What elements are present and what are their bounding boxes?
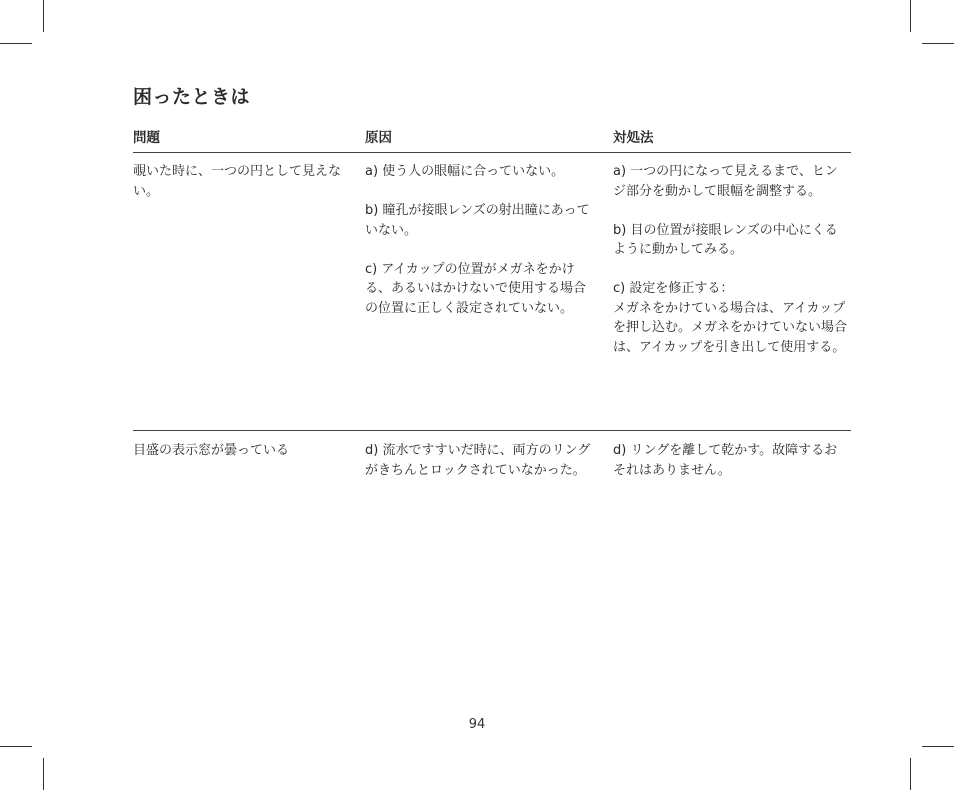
header-cause: 原因	[365, 130, 392, 146]
page-title: 困ったときは	[133, 86, 251, 108]
crop-mark	[910, 0, 911, 32]
remedy-item: d) リングを離して乾かす。故障するおそれはありません。	[613, 443, 838, 478]
page-number: 94	[468, 717, 486, 732]
table-row	[133, 152, 851, 431]
remedy-item: a) 一つの円になって見えるまで、ヒンジ部分を動かして眼幅を調整する。	[613, 164, 838, 199]
cause-cell	[365, 441, 597, 480]
table-row	[133, 431, 851, 521]
cause-item: c) アイカップの位置がメガネをかける、あるいはかけないで使用する場合の位置に正しく設定されていない。	[365, 261, 587, 316]
remedy-item: メガネをかけている場合は、アイカップを押し込む。メガネをかけていない場合は、アイカップを引き出して使用する。	[613, 300, 848, 355]
problem-cell: 覗いた時に、一つの円として見えない。	[133, 164, 342, 199]
remedy-item: b) 目の位置が接眼レンズの中心にくるように動かしてみる。	[613, 222, 838, 257]
crop-mark	[43, 0, 44, 32]
header-remedy: 対処法	[613, 130, 654, 146]
crop-mark	[922, 746, 954, 747]
remedy-cell	[613, 162, 849, 357]
crop-mark	[922, 43, 954, 44]
cause-item: b) 瞳孔が接眼レンズの射出瞳にあっていない。	[365, 203, 590, 238]
cause-item: d) 流水ですすいだ時に、両方のリングがきちんとロックされていなかった。	[365, 443, 591, 478]
cause-item: a) 使う人の眼幅に合っていない。	[365, 164, 565, 179]
header-problem: 問題	[133, 130, 160, 146]
table-header	[133, 126, 851, 153]
problem-cell: 目盛の表示窓が曇っている	[133, 443, 290, 458]
crop-mark	[0, 43, 32, 44]
crop-mark	[910, 758, 911, 790]
remedy-cell	[613, 441, 849, 480]
cause-cell	[365, 162, 597, 318]
crop-mark	[0, 746, 32, 747]
crop-mark	[43, 758, 44, 790]
remedy-item: c) 設定を修正する：	[613, 281, 734, 296]
